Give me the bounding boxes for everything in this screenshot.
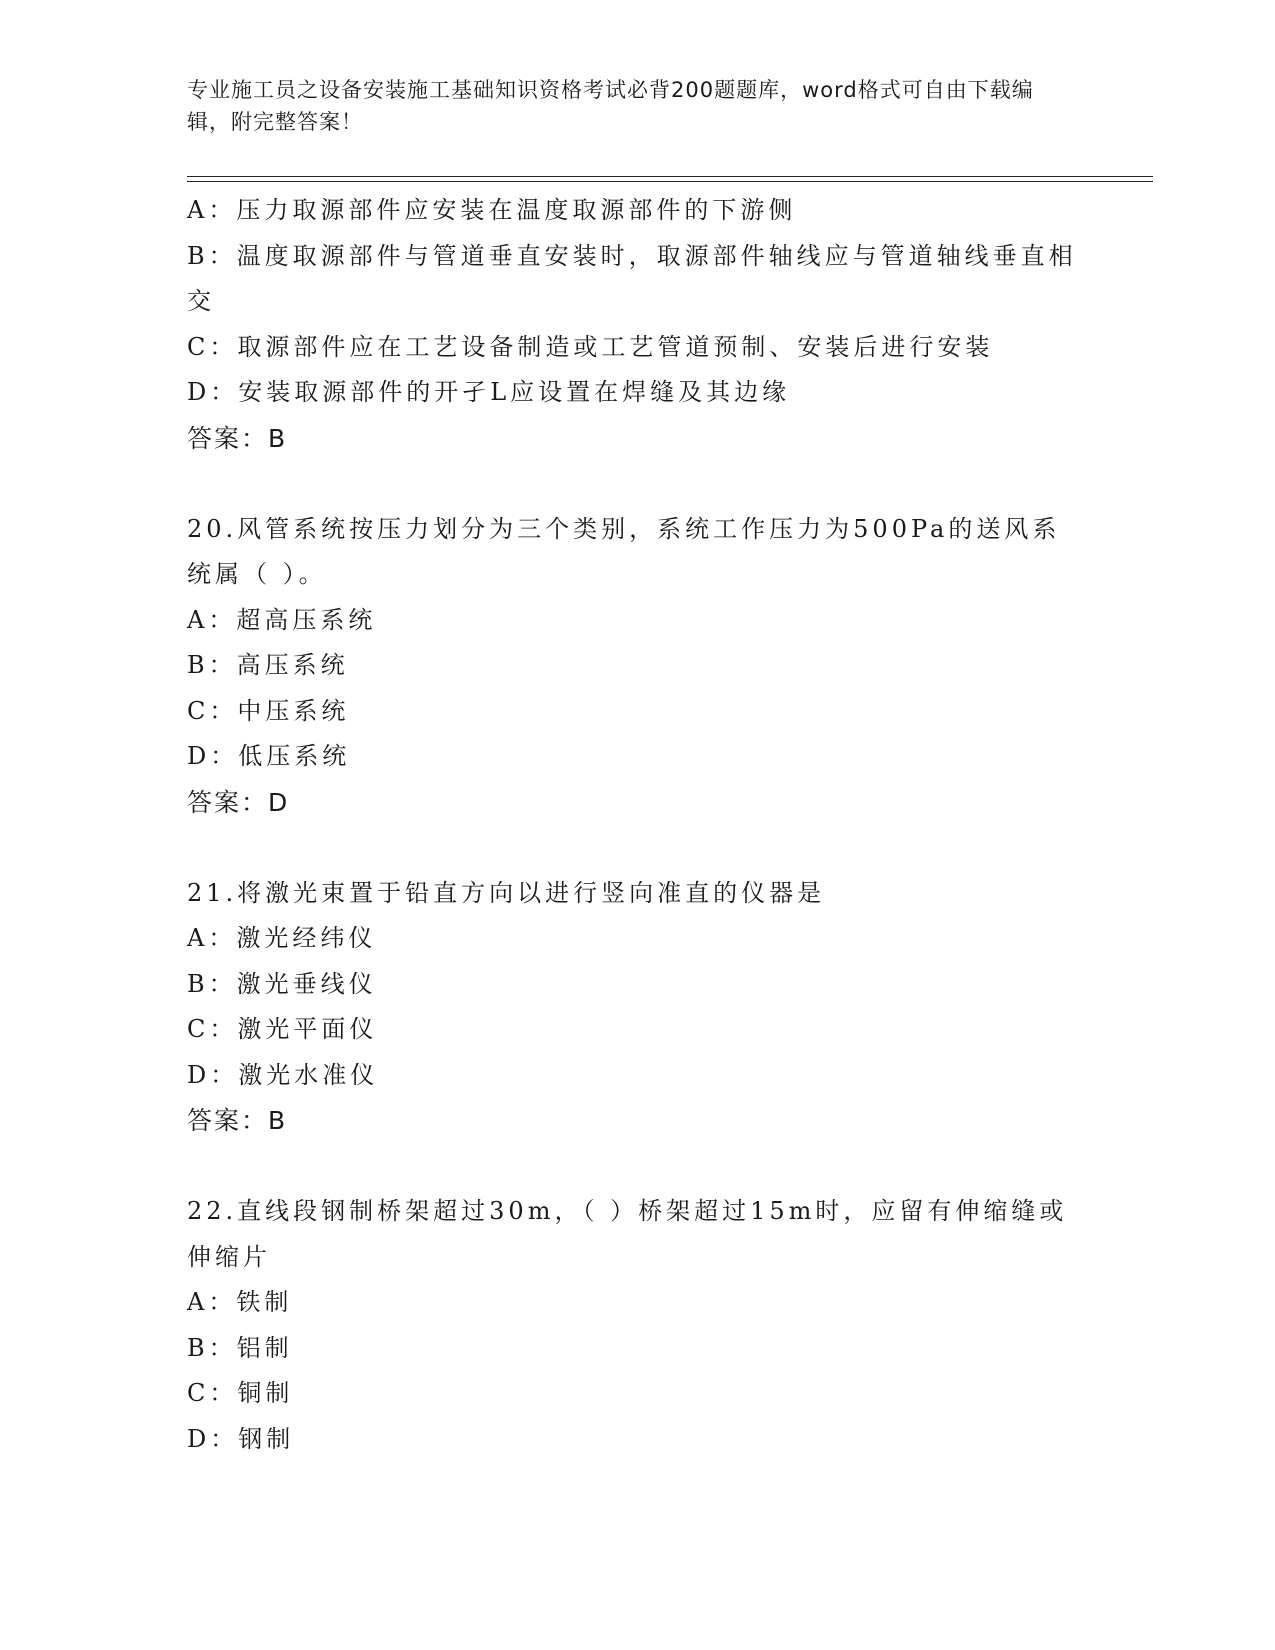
answer: 答案：B	[187, 423, 288, 453]
option-a: A：激光经纬仪	[187, 924, 377, 952]
option-d: D：安装取源部件的开孑L应设置在焊缝及其边缘	[187, 378, 791, 406]
question-text: 20.风管系统按压力划分为三个类别，系统工作压力为500Pa的送风系统属（ ）。	[187, 514, 1061, 588]
spacer	[187, 1144, 1087, 1190]
option-a: A：压力取源部件应安装在温度取源部件的下游侧	[187, 196, 797, 224]
option-b: B：高压系统	[187, 651, 349, 679]
spacer	[187, 461, 1087, 507]
option-b: B：温度取源部件与管道垂直安装时，取源部件轴线应与管道轴线垂直相交	[187, 241, 1077, 315]
answer: 答案：D	[187, 787, 290, 817]
option-c: C：激光平面仪	[187, 1015, 378, 1043]
question-19	[187, 188, 1087, 461]
document-header: 专业施工员之设备安装施工基础知识资格考试必背200题题库，word格式可自由下载编辑，附完整答案！	[187, 78, 1034, 134]
option-c: C：中压系统	[187, 696, 350, 725]
option-a: A：铁制	[187, 1288, 293, 1316]
option-d: D：钢制	[187, 1424, 295, 1453]
option-d: D：低压系统	[187, 742, 351, 770]
option-b: B：铝制	[187, 1333, 293, 1362]
question-20	[187, 507, 1087, 826]
question-22	[187, 1189, 1087, 1462]
question-content	[187, 188, 1087, 1462]
answer: 答案：B	[187, 1106, 288, 1135]
option-d: D：激光水准仪	[187, 1060, 379, 1089]
option-c: C：取源部件应在工艺设备制造或工艺管道预制、安装后进行安装	[187, 332, 994, 361]
option-b: B：激光垂线仪	[187, 969, 377, 998]
question-21	[187, 871, 1087, 1144]
header-rule-top	[187, 176, 1153, 177]
option-c: C：铜制	[187, 1379, 294, 1407]
spacer	[187, 825, 1087, 871]
option-a: A：超高压系统	[187, 605, 377, 634]
header-rule-bottom	[187, 181, 1153, 182]
question-text: 22.直线段钢制桥架超过30m，（ ）桥架超过15m时，应留有伸缩缝或伸缩片	[187, 1197, 1068, 1271]
question-text: 21.将激光束置于铅直方向以进行竖向准直的仪器是	[187, 878, 826, 907]
